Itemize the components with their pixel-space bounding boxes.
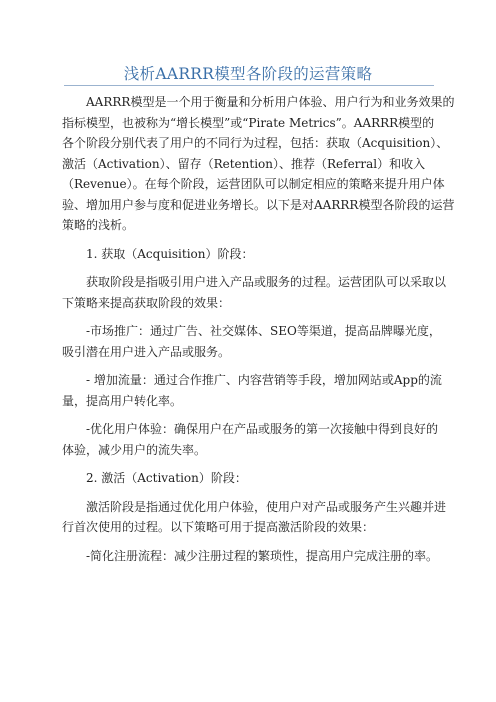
bullet-traffic	[62, 370, 442, 411]
text-line: 2. 激活（Activation）阶段：	[86, 471, 247, 485]
bullet-simplify-registration	[62, 546, 438, 567]
text-line: 量，提高用户转化率。	[62, 393, 183, 408]
acquisition-intro-paragraph	[62, 272, 447, 313]
text-line: 激活阶段是指通过优化用户体验，使用户对产品或服务产生兴趣并进	[86, 499, 447, 514]
bullet-user-experience	[62, 419, 438, 460]
bullet-marketing	[62, 321, 441, 362]
text-line: 1. 获取（Acquisition）阶段：	[86, 246, 254, 261]
text-line: 策略的浅析。	[62, 218, 135, 232]
text-line: 验、增加用户参与度和促进业务增长。以下是对AARRR模型各阶段的运营	[62, 197, 455, 212]
text-line: -简化注册流程：减少注册过程的繁琐性，提高用户完成注册的率。	[86, 548, 439, 563]
document-body	[62, 92, 455, 574]
text-line: 指标模型，也被称为“增长模型”或“Pirate Metrics”。AARRR模型的	[62, 115, 435, 130]
intro-paragraph	[62, 92, 455, 236]
text-line: 获取阶段是指吸引用户进入产品或服务的过程。运营团队可以采取以	[86, 275, 447, 289]
activation-intro-paragraph	[62, 497, 447, 538]
text-line: 下策略来提高获取阶段的效果：	[62, 295, 231, 310]
text-line: 激活（Activation）、留存（Retention）、推荐（Referral）和收入	[62, 156, 426, 171]
section-heading-activation	[62, 468, 438, 489]
title-divider	[64, 85, 434, 86]
section-heading-acquisition	[62, 244, 438, 265]
text-line: （Revenue）。在每个阶段，运营团队可以制定相应的策略来提升用户体	[62, 177, 445, 191]
text-line: 体验，减少用户的流失率。	[62, 442, 207, 457]
text-line: -优化用户体验：确保用户在产品或服务的第一次接触中得到良好的	[86, 422, 439, 436]
text-line: 行首次使用的过程。以下策略可用于提高激活阶段的效果：	[62, 520, 375, 534]
text-line: 吸引潜在用户进入产品或服务。	[62, 344, 231, 359]
document-title: 浅析AARRR模型各阶段的运营策略	[123, 65, 373, 83]
text-line: - 增加流量：通过合作推广、内容营销等手段，增加网站或App的流	[86, 373, 442, 387]
text-line: AARRR模型是一个用于衡量和分析用户体验、用户行为和业务效果的	[86, 95, 455, 109]
text-line: 各个阶段分别代表了用户的不同行为过程，包括：获取（Acquisition）、	[62, 136, 449, 150]
text-line: -市场推广：通过广告、社交媒体、SEO等渠道，提高品牌曝光度，	[86, 324, 441, 338]
